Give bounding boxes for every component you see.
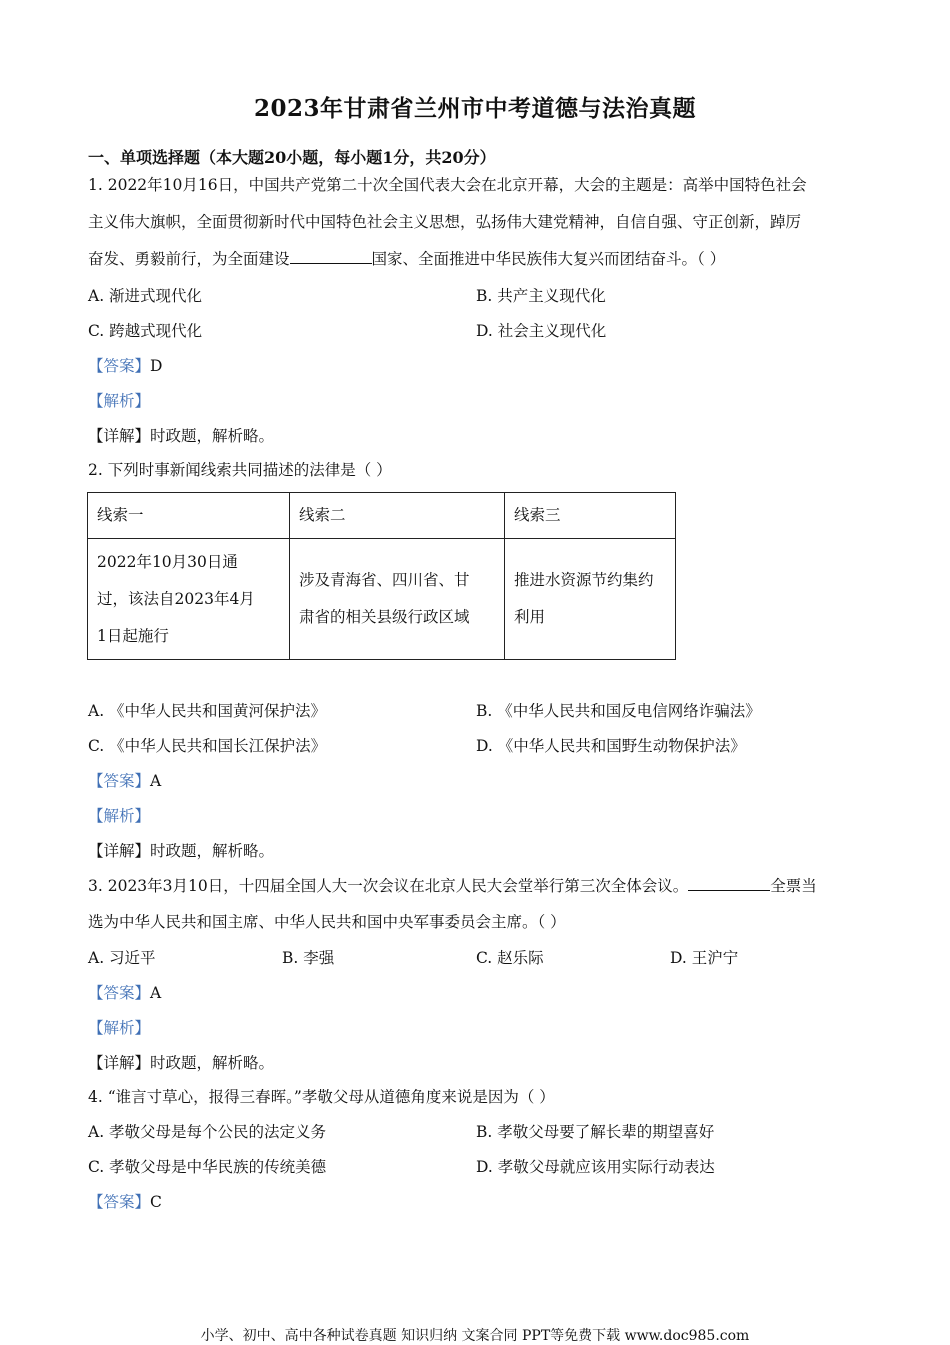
q1-stem-after-blank: 国家、全面推进中华民族伟大复兴而团结奋斗。（ ） <box>371 250 726 268</box>
q2-clue-table <box>87 492 676 660</box>
q2-option-c: C. 《中华人民共和国长江保护法》 <box>88 737 327 755</box>
q1-detail: 【详解】时政题，解析略。 <box>88 427 275 445</box>
page-footer: 小学、初中、高中各种试卷真题 知识归纳 文案合同 PPT等免费下载 www.doc985.com <box>200 1328 750 1344</box>
cell-line: 利用 <box>514 608 546 626</box>
q3-analysis-tag: 【解析】 <box>88 1019 151 1037</box>
q4-option-a: A. 孝敬父母是每个公民的法定义务 <box>88 1123 327 1141</box>
q4-option-b: B. 孝敬父母要了解长辈的期望喜好 <box>476 1123 715 1141</box>
q2-analysis-tag: 【解析】 <box>88 807 151 825</box>
table-header-cell-1: 线索一 <box>88 493 290 539</box>
q3-answer-blank <box>688 876 770 891</box>
q1-stem-line-3 <box>88 249 725 269</box>
cell-line: 涉及青海省、四川省、甘 <box>299 571 470 589</box>
q3-stem-line-1 <box>88 876 817 896</box>
cell-line: 过，该法自2023年4月 <box>97 589 255 608</box>
q1-option-b: B. 共产主义现代化 <box>476 287 606 305</box>
q3-answer-tag: 【答案】 <box>88 984 151 1002</box>
q2-option-d: D. 《中华人民共和国野生动物保护法》 <box>476 737 746 755</box>
q3-option-a: A. 习近平 <box>88 949 156 967</box>
q3-answer-value: A <box>150 984 162 1002</box>
q1-option-c: C. 跨越式现代化 <box>88 322 203 340</box>
table-cell-clue-3 <box>505 539 676 660</box>
q1-answer-value: D <box>150 357 163 375</box>
q4-stem: 4. “谁言寸草心，报得三春晖。”孝敬父母从道德角度来说是因为（ ） <box>88 1088 555 1106</box>
q4-answer-value: C <box>150 1193 162 1211</box>
q2-detail: 【详解】时政题，解析略。 <box>88 842 275 860</box>
cell-line: 肃省的相关县级行政区域 <box>299 608 470 626</box>
q3-stem-line-2: 选为中华人民共和国主席、中华人民共和国中央军事委员会主席。（ ） <box>88 913 566 931</box>
q3-option-b: B. 李强 <box>282 949 335 967</box>
q1-answer-blank <box>290 249 372 264</box>
table-header-cell-3: 线索三 <box>505 493 676 539</box>
q3-stem-before-blank: 3. 2023年3月10日，十四届全国人大一次会议在北京人民大会堂举行第三次全体会议。 <box>88 877 689 895</box>
q1-stem-line-1: 1. 2022年10月16日，中国共产党第二十次全国代表大会在北京开幕，大会的主题是：高举中国特色社会 <box>88 176 807 194</box>
q3-stem-after-blank: 全票当 <box>770 877 817 895</box>
section-heading: 一、单项选择题（本大题20小题，每小题1分，共20分） <box>88 148 496 167</box>
q4-answer <box>88 1192 162 1212</box>
q1-answer-tag: 【答案】 <box>88 357 151 375</box>
q1-stem-line-2: 主义伟大旗帜，全面贯彻新时代中国特色社会主义思想，弘扬伟大建党精神，自信自强、守正创新，踔厉 <box>88 213 802 231</box>
q2-answer <box>88 771 161 791</box>
q4-option-c: C. 孝敬父母是中华民族的传统美德 <box>88 1158 327 1176</box>
q3-detail: 【详解】时政题，解析略。 <box>88 1054 275 1072</box>
page-title: 2023年甘肃省兰州市中考道德与法治真题 <box>253 95 696 122</box>
cell-line: 2022年10月30日通 <box>97 552 238 571</box>
q1-option-d: D. 社会主义现代化 <box>476 322 607 340</box>
q2-option-a: A. 《中华人民共和国黄河保护法》 <box>88 702 327 720</box>
cell-line: 1日起施行 <box>97 626 169 645</box>
q1-analysis-tag: 【解析】 <box>88 392 151 410</box>
q2-answer-tag: 【答案】 <box>88 772 151 790</box>
cell-line: 推进水资源节约集约 <box>514 571 654 589</box>
table-row <box>88 539 676 660</box>
q4-answer-tag: 【答案】 <box>88 1193 151 1211</box>
q2-answer-value: A <box>150 772 162 790</box>
q2-stem: 2. 下列时事新闻线索共同描述的法律是（ ） <box>88 461 392 479</box>
q2-option-b: B. 《中华人民共和国反电信网络诈骗法》 <box>476 702 761 720</box>
q1-stem-before-blank: 奋发、勇毅前行，为全面建设 <box>88 250 290 268</box>
q1-option-a: A. 渐进式现代化 <box>88 287 203 305</box>
table-header-cell-2: 线索二 <box>290 493 505 539</box>
q1-answer <box>88 356 162 376</box>
table-cell-clue-2 <box>290 539 505 660</box>
table-cell-clue-1 <box>88 539 290 660</box>
q3-answer <box>88 983 161 1003</box>
q3-option-c: C. 赵乐际 <box>476 949 544 967</box>
table-header-row <box>88 493 676 539</box>
q3-option-d: D. 王沪宁 <box>670 949 739 967</box>
q4-option-d: D. 孝敬父母就应该用实际行动表达 <box>476 1158 715 1176</box>
